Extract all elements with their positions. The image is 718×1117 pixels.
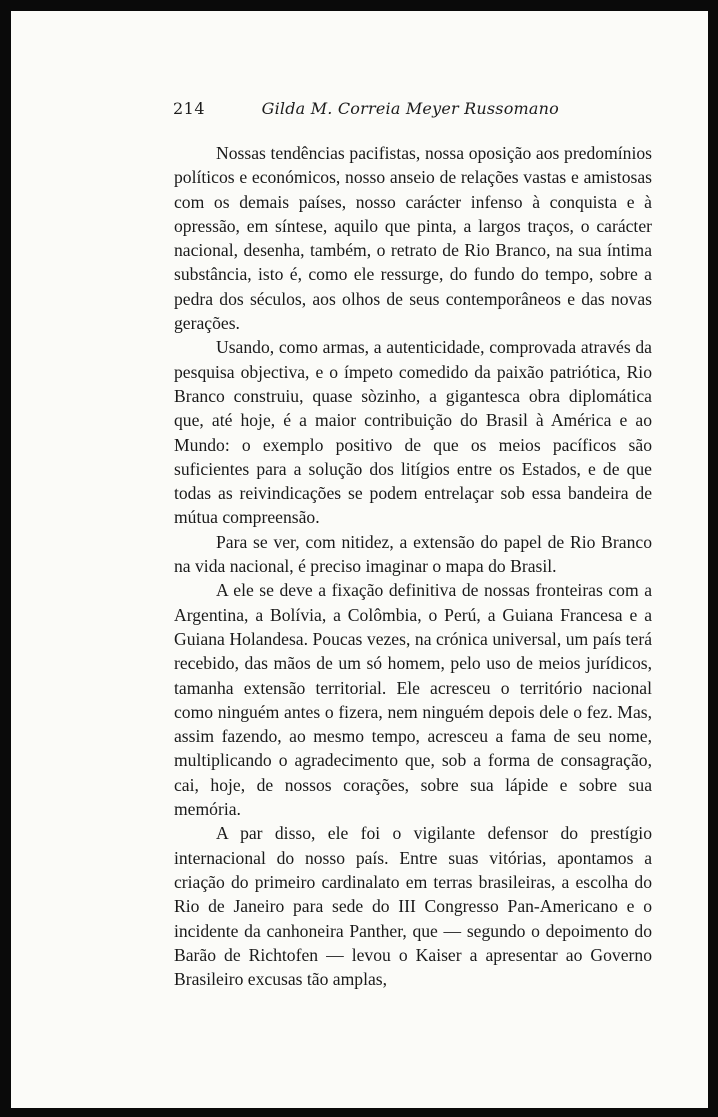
page-number: 214: [173, 99, 206, 118]
paragraph: Nossas tendências pacifistas, nossa oposição aos predomínios políticos e económicos, nosso anseio de relações vastas e amistosas com os demais países, nosso carácter infenso à conquista e à opressão, em síntese, aquilo que pinta, a largos traços, o carácter nacional, desenha, também, o retrato de Rio Branco, na sua íntima substância, isto é, como ele ressurge, do fundo do tempo, sobre a pedra dos séculos, aos olhos de seus contemporâneos e das novas gerações.: [174, 143, 652, 334]
paragraph: Para se ver, com nitidez, a extensão do papel de Rio Branco na vida nacional, é preciso imaginar o mapa do Brasil.: [174, 531, 652, 577]
paragraph: Usando, como armas, a autenticidade, comprovada através da pesquisa objectiva, e o ímpeto comedido da paixão patriótica, Rio Branco construiu, quase sòzinho, a gigantesca obra diplomática que, até hoje, é a maior contribuição do Brasil à América e ao Mundo: o exemplo positivo de que os meios pacíficos são suficientes para a solução dos litígios entre os Estados, e de que todas as reivindicações se podem entrelaçar sob essa bandeira de mútua compreensão.: [174, 337, 652, 528]
book-page: [11, 11, 708, 1108]
running-title: Gilda M. Correia Meyer Russomano: [261, 99, 559, 118]
paragraph: A ele se deve a fixação definitiva de nossas fronteiras com a Argentina, a Bolívia, a Colômbia, o Perú, a Guiana Francesa e a Guiana Holandesa. Poucas vezes, na crónica universal, um país terá recebido, das mãos de um só homem, pelo uso de meios jurídicos, tamanha extensão territorial. Ele acresceu o território nacional como ninguém antes o fizera, nem ninguém depois dele o fez. Mas, assim fazendo, ao mesmo tempo, acresceu a fama de seu nome, multiplicando o agradecimento que, sob a forma de consagração, cai, hoje, de nossos corações, sobre sua lápide e sobre sua memória.: [174, 580, 652, 820]
body-text: [174, 141, 652, 991]
paragraph: A par disso, ele foi o vigilante defensor do prestígio internacional do nosso país. Entre suas vitórias, apontamos a criação do primeiro cardinalato em terras brasileiras, a escolha do Rio de Janeiro para sede do III Congresso Pan-Americano e o incidente da canhoneira Panther, que — segundo o depoimento do Barão de Richtofen — levou o Kaiser a apresentar ao Governo Brasileiro excusas tão amplas,: [174, 823, 652, 990]
